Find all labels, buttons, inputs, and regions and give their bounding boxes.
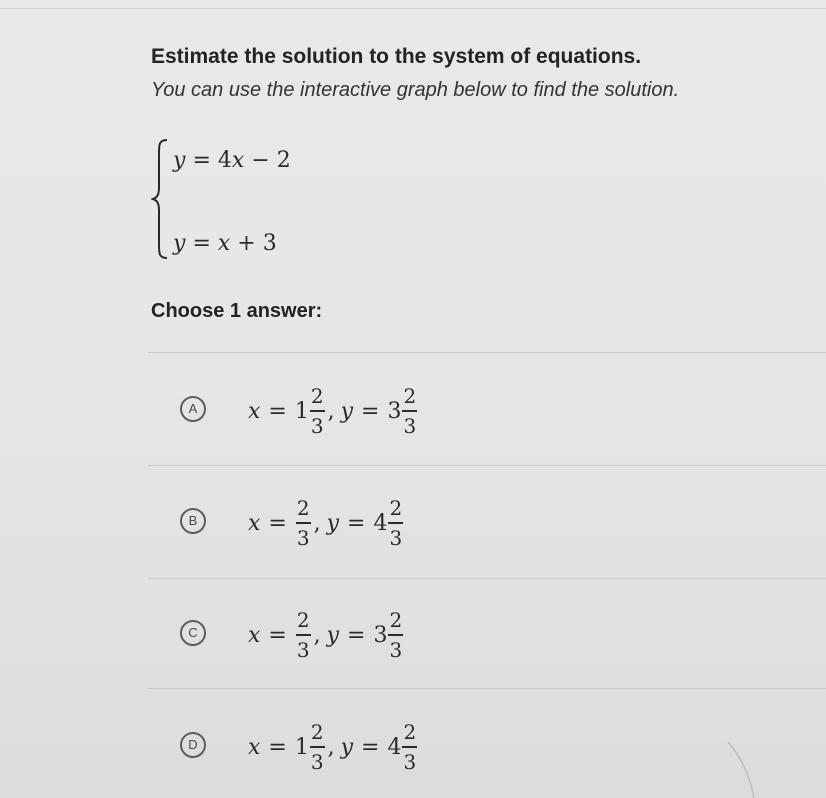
equals-sign: = (361, 734, 380, 760)
equals-sign: = (268, 510, 287, 536)
comma: , (327, 398, 335, 424)
x-symbol: x (248, 734, 261, 760)
option-c-expression (248, 600, 404, 670)
option-letter-badge[interactable]: A (180, 396, 206, 422)
y-whole: 3 (387, 398, 402, 424)
equals-sign: = (268, 734, 287, 760)
answer-option-a[interactable] (180, 376, 580, 446)
x-numerator: 2 (310, 720, 324, 744)
y-fraction (388, 610, 403, 660)
y-whole: 3 (373, 622, 388, 648)
divider (148, 578, 826, 579)
x-symbol: x (248, 622, 261, 648)
comma: , (313, 510, 321, 536)
y-numerator: 2 (403, 720, 417, 744)
equals-sign: = (268, 398, 287, 424)
x-denominator: 3 (310, 750, 324, 774)
eq1-relation: = (192, 148, 211, 173)
x-whole: 1 (294, 734, 309, 760)
x-numerator: 2 (310, 384, 324, 408)
equals-sign: = (268, 622, 287, 648)
y-symbol: y (340, 398, 354, 424)
eq2-operator: + (237, 231, 256, 256)
eq1-operator: − (251, 148, 270, 173)
y-denominator: 3 (389, 638, 403, 662)
x-numerator: 2 (296, 608, 310, 632)
y-denominator: 3 (403, 750, 417, 774)
x-numerator: 2 (296, 496, 310, 520)
y-numerator: 2 (403, 384, 417, 408)
divider (148, 688, 826, 689)
equation-2 (173, 231, 277, 256)
answer-option-d[interactable] (180, 712, 580, 782)
y-symbol: y (326, 622, 340, 648)
eq1-lhs: y (173, 148, 186, 173)
y-fraction (402, 722, 417, 772)
comma: , (327, 734, 335, 760)
eq2-constant: 3 (262, 231, 277, 256)
y-denominator: 3 (403, 414, 417, 438)
option-letter-badge[interactable]: C (180, 620, 206, 646)
equals-sign: = (347, 622, 366, 648)
y-symbol: y (326, 510, 340, 536)
answer-option-b[interactable] (180, 488, 580, 558)
y-denominator: 3 (389, 526, 403, 550)
eq1-constant: 2 (276, 148, 291, 173)
y-numerator: 2 (389, 608, 403, 632)
divider (148, 352, 826, 353)
option-letter-badge[interactable]: D (180, 732, 206, 758)
y-numerator: 2 (389, 496, 403, 520)
question-title: Estimate the solution to the system of equations. (151, 45, 642, 68)
y-whole: 4 (373, 510, 388, 536)
eq1-coefficient: 4 (217, 148, 232, 173)
top-divider (0, 8, 826, 9)
x-denominator: 3 (296, 638, 310, 662)
x-symbol: x (248, 510, 261, 536)
y-symbol: y (340, 734, 354, 760)
x-fraction (310, 386, 325, 436)
x-denominator: 3 (310, 414, 324, 438)
answer-prompt: Choose 1 answer: (151, 300, 323, 322)
y-fraction (388, 498, 403, 548)
equation-1 (173, 148, 291, 173)
eq2-lhs: y (173, 231, 186, 256)
equals-sign: = (347, 510, 366, 536)
option-a-expression (248, 376, 418, 446)
eq2-variable: x (217, 231, 231, 256)
option-letter-badge[interactable]: B (180, 508, 206, 534)
brace-icon (151, 136, 169, 262)
answer-option-c[interactable] (180, 600, 580, 670)
divider (148, 465, 826, 466)
question-instruction: You can use the interactive graph below to find the solution. (151, 79, 680, 101)
eq1-variable: x (231, 148, 245, 173)
x-denominator: 3 (296, 526, 310, 550)
x-symbol: x (248, 398, 261, 424)
y-whole: 4 (387, 734, 402, 760)
comma: , (313, 622, 321, 648)
option-d-expression (248, 712, 418, 782)
y-fraction (402, 386, 417, 436)
x-whole: 1 (294, 398, 309, 424)
x-fraction (296, 498, 311, 548)
eq2-relation: = (192, 231, 211, 256)
equals-sign: = (361, 398, 380, 424)
x-fraction (310, 722, 325, 772)
equation-system (151, 136, 471, 262)
x-fraction (296, 610, 311, 660)
option-b-expression (248, 488, 404, 558)
